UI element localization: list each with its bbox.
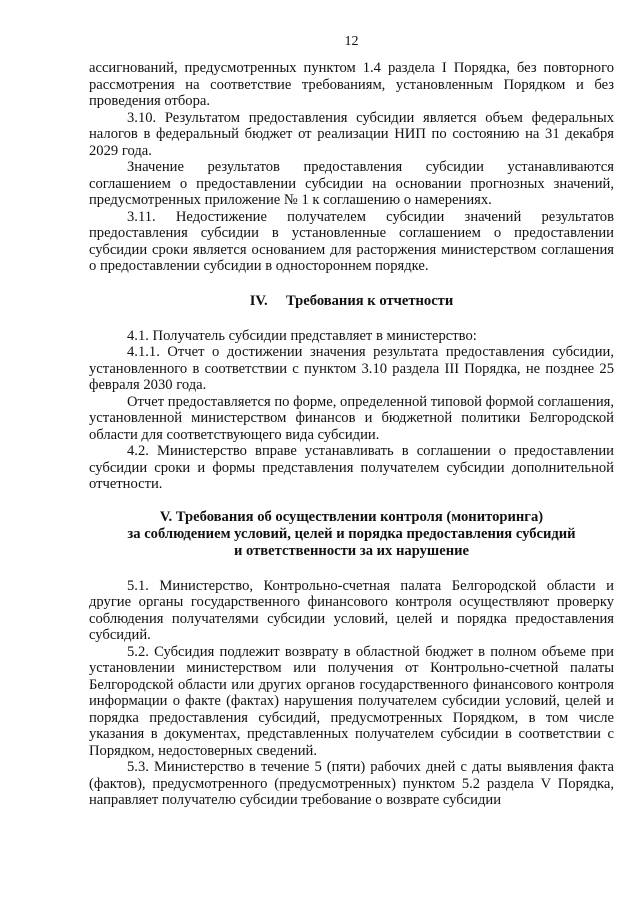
page-number: 12 [344, 34, 359, 49]
paragraph-3-9-end: ассигнований, предусмотренных пунктом 1.4 раздела I Порядка, без повторного рассмотрения на соответствие требованиям, установленным Порядком и без проведения отбора. [89, 60, 614, 109]
section-3-continuation [89, 60, 614, 275]
paragraph-5-2: 5.2. Субсидия подлежит возврату в областной бюджет в полном объеме при установлении министерством или получения от Контрольно-счетной палаты Белгородской области или других органов государственного финансового контроля информации о факте (фактах) нарушения получателем субсидии условий, целей и порядка предоставления субсидий, предусмотренных Порядком, в том числе указания в документах, представленных получателем субсидии в соответствии с Порядком, недостоверных сведений. [89, 643, 614, 759]
section-5-title-line-2: за соблюдением условий, целей и порядка предоставления субсидий [127, 525, 576, 542]
section-5-title [89, 509, 614, 560]
section-4 [89, 328, 614, 493]
paragraph-4-1-1-form: Отчет предоставляется по форме, определенной типовой формой соглашения, установленной министерством финансов и бюджетной политики Белгородской области для соответствующего вида субсидии. [89, 393, 614, 443]
paragraph-4-1: 4.1. Получатель субсидии представляет в министерство: [127, 327, 477, 344]
paragraph-4-1-1: 4.1.1. Отчет о достижении значения результата предоставления субсидии, установленного в соответствии с пунктом 3.10 раздела III Порядка, не позднее 25 февраля 2030 года. [89, 344, 614, 393]
section-5-title-line-3: и ответственности за их нарушение [233, 542, 470, 559]
paragraph-3-10: 3.10. Результатом предоставления субсидии является объем федеральных налогов в федеральный бюджет от реализации НИП по состоянию на 31 декабря 2029 года. [89, 109, 614, 159]
paragraph-3-10-values: Значение результатов предоставления субсидии устанавливаются соглашением о предоставлении субсидии на основании прогнозных значений, предусмотренных приложение № 1 к соглашению о намерениях. [89, 159, 614, 208]
paragraph-5-1: 5.1. Министерство, Контрольно-счетная палата Белгородской области и другие органы государственного финансового контроля осуществляют проверку соблюдения получателями субсидии условий, целей и порядка предоставления субсидий. [89, 577, 614, 643]
section-4-title: IV. Требования к отчетности [249, 292, 454, 309]
section-5 [89, 578, 614, 809]
section-5-title-line-1: V. Требования об осуществлении контроля (мониторинга) [159, 508, 544, 525]
paragraph-5-3: 5.3. Министерство в течение 5 (пяти) рабочих дней с даты выявления факта (фактов), предусмотренного (предусмотренных) пунктом 5.2 раздела V Порядка, направляет получателю субсидии требование о возврате субсидии [89, 759, 614, 808]
paragraph-3-11: 3.11. Недостижение получателем субсидии значений результатов предоставления субсидии в установленные соглашением о предоставлении субсидии сроки является основанием для расторжения министерством соглашения о предоставлении субсидии в одностороннем порядке. [89, 208, 614, 274]
paragraph-4-2: 4.2. Министерство вправе устанавливать в соглашении о предоставлении субсидии сроки и формы представления получателем субсидии дополнительной отчетности. [89, 443, 614, 492]
